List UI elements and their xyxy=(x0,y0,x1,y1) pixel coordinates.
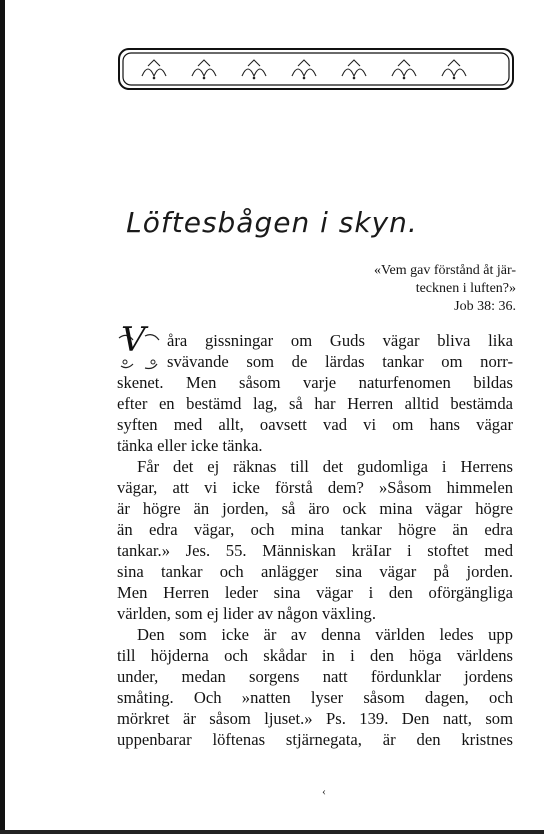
text-line: till höjderna och skådar in i den höga världens xyxy=(117,646,513,665)
epigraph-line: tecknen i luften?» xyxy=(415,281,516,296)
text-line: svävande som de lärdas tankar om norr- xyxy=(167,352,513,371)
text-line: efter en bestämd lag, så har Herren alltid bestämda xyxy=(117,394,513,413)
paragraph-1 xyxy=(117,320,513,456)
epigraph-reference: Job 38: 36. xyxy=(454,299,516,314)
page-bottom-edge xyxy=(0,830,544,834)
decorative-header-border xyxy=(118,48,514,90)
body-text xyxy=(117,320,513,750)
text-line: mörkret är såsom ljuset.» Ps. 139. Den natt, som xyxy=(117,709,513,728)
text-line: världen, som ej lider av någon växling. xyxy=(117,604,376,623)
dropcap-letter: V xyxy=(121,320,146,360)
text-line: under, medan sorgens natt fördunklar jordens xyxy=(117,667,513,686)
paragraph-3 xyxy=(117,624,513,750)
text-line: tänka eller icke tänka. xyxy=(117,436,263,455)
page-edge-shadow xyxy=(0,0,5,834)
paragraph-2 xyxy=(117,456,513,624)
text-line: skenet. Men såsom varje naturfenomen bildas xyxy=(117,373,513,392)
text-line: sina tankar och anlägger sina vägar på jorden. xyxy=(117,562,513,581)
text-line: vägar, att vi icke förstå dem? »Såsom himmelen xyxy=(117,478,513,497)
text-line: åra gissningar om Guds vägar bliva lika xyxy=(167,331,513,350)
epigraph-line: «Vem gav förstånd åt jär- xyxy=(373,263,516,278)
text-line: Men Herren leder sina vägar i den oförgängliga xyxy=(117,583,513,602)
text-line: Den som icke är av denna världen ledes upp xyxy=(137,625,513,644)
epigraph xyxy=(330,262,516,316)
text-line: än edra vägar, och mina tankar högre än edra xyxy=(117,520,513,539)
text-line: är högre än jorden, så äro ock mina vägar högre xyxy=(117,499,513,518)
chapter-title: Löftesbågen i skyn. xyxy=(126,206,418,239)
text-line: tankar.» Jes. 55. Människan kräIar i stoftet med xyxy=(117,541,513,560)
text-line: uppenbarar löftenas stjärnegata, är den kristnes xyxy=(117,730,513,749)
dropcap-ornament xyxy=(117,320,161,372)
text-line: syften med allt, oavsett vad vi om hans vägar xyxy=(117,415,513,434)
page-mark: ‹ xyxy=(322,784,326,798)
text-line: Får det ej räknas till det gudomliga i Herrens xyxy=(137,457,513,476)
text-line: småting. Och »natten lyser såsom dagen, och xyxy=(117,688,513,707)
